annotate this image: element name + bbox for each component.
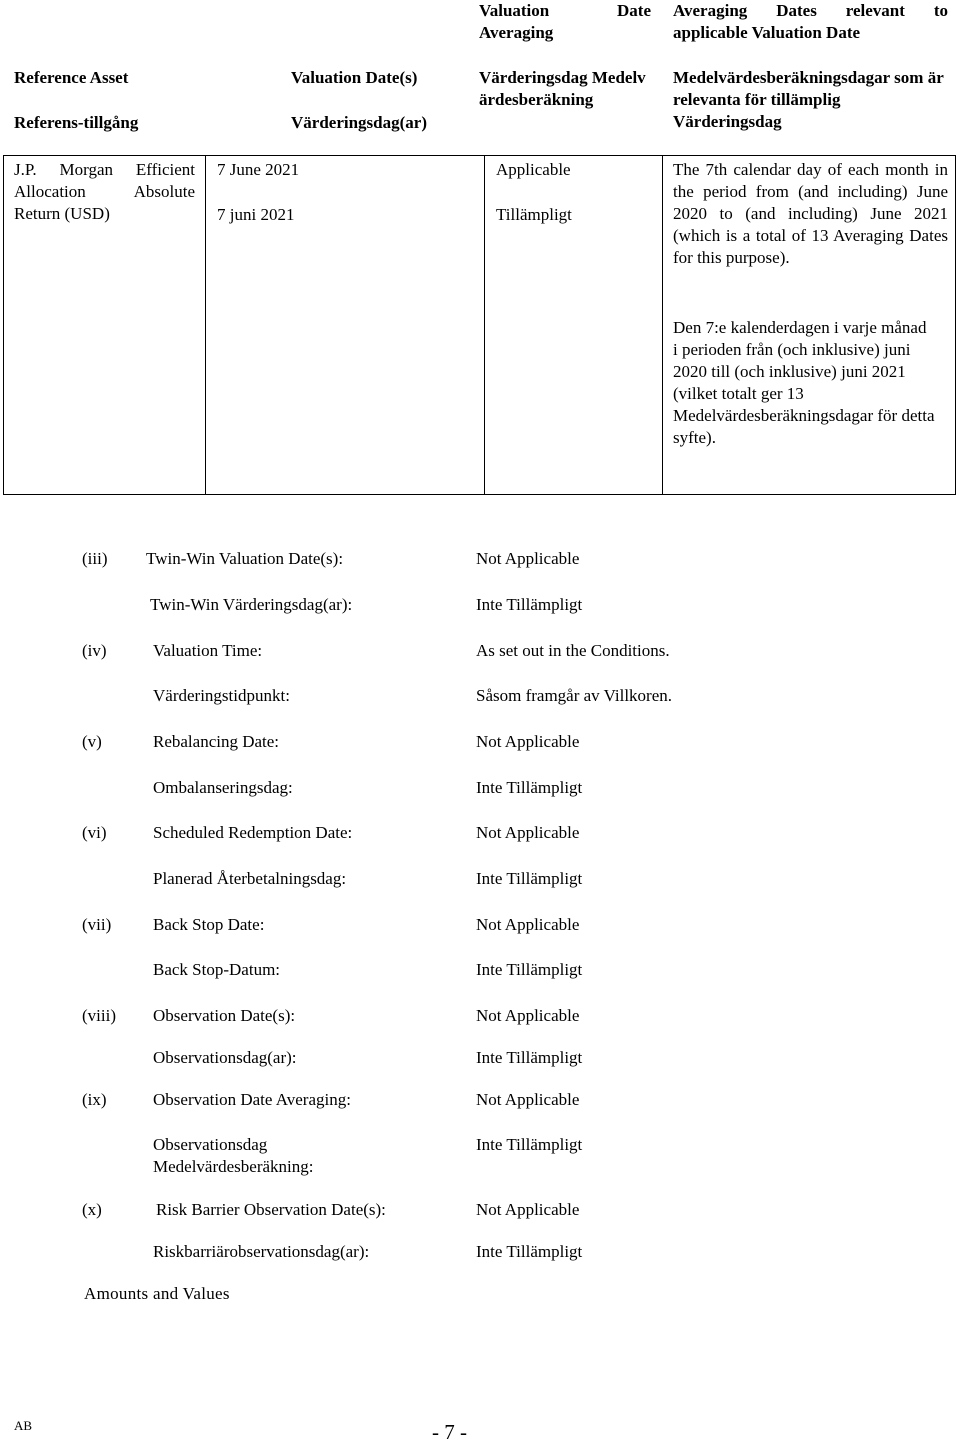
- header-col4-sv-text: Medelvärdesberäkningsdagar som är relevanta för tillämplig Värderingsdag: [673, 68, 944, 131]
- footer-left: AB: [14, 1418, 33, 1433]
- table-border-left: [3, 155, 4, 495]
- item-value: Not Applicable: [476, 1200, 580, 1219]
- item-label-sv: Back Stop-Datum:: [153, 960, 281, 979]
- header-col3-sv-text: Värderingsdag Medelvärdesberäkning: [479, 68, 646, 109]
- item-value-sv: Inte Tillämpligt: [476, 778, 583, 797]
- header-col4-sv: [673, 67, 951, 133]
- item-number: (iii): [82, 549, 108, 568]
- item-value: Not Applicable: [476, 732, 580, 751]
- page-number: - 7 -: [432, 1420, 467, 1444]
- cell-valuation-date-en: 7 June 2021: [217, 160, 300, 179]
- item-label: Observation Date Averaging:: [153, 1090, 351, 1109]
- item-value: Not Applicable: [476, 1006, 580, 1025]
- section-heading: Amounts and Values: [84, 1284, 230, 1303]
- item-value-sv: Såsom framgår av Villkoren.: [476, 686, 673, 705]
- item-value-sv: Inte Tillämpligt: [476, 960, 583, 979]
- item-value-sv: Inte Tillämpligt: [476, 1048, 583, 1067]
- table-border-right: [955, 155, 956, 495]
- item-label: Scheduled Redemption Date:: [153, 823, 353, 842]
- item-label-sv: Värderingstidpunkt:: [153, 686, 290, 705]
- cell-averaging-dates-sv: Den 7:e kalenderdagen i varje månad i perioden från (och inklusive) juni 2020 till (och inklusive) juni 2021 (vilket totalt ger 13 Medelvärdesberäkningsdagar för detta syfte).: [673, 318, 935, 447]
- item-number: (viii): [82, 1006, 116, 1025]
- item-label: Rebalancing Date:: [153, 732, 280, 751]
- item-number: (v): [82, 732, 102, 751]
- header-col2-sv: Värderingsdag(ar): [291, 113, 427, 132]
- header-col3-title: Valuation Date Averaging: [479, 1, 651, 42]
- item-value: Not Applicable: [476, 823, 580, 842]
- table-divider-2: [484, 155, 485, 495]
- cell-reference-asset: J.P. Morgan Efficient Allocation Absolute Return (USD): [14, 160, 195, 223]
- item-label-sv: Planerad Återbetalningsdag:: [153, 869, 347, 888]
- item-number: (iv): [82, 641, 107, 660]
- header-col2-en: Valuation Date(s): [291, 68, 418, 87]
- item-label: Twin-Win Valuation Date(s):: [146, 549, 344, 568]
- item-label: Back Stop Date:: [153, 915, 265, 934]
- table-divider-3: [662, 155, 663, 495]
- item-number: (vi): [82, 823, 107, 842]
- item-label: Observation Date(s):: [153, 1006, 296, 1025]
- cell-averaging-en: Applicable: [496, 160, 571, 179]
- item-label: Risk Barrier Observation Date(s):: [156, 1200, 386, 1219]
- item-label-sv: Observationsdag(ar):: [153, 1048, 297, 1067]
- item-value-sv: Inte Tillämpligt: [476, 595, 583, 614]
- header-col1-sv: Referens-tillgång: [14, 113, 139, 132]
- item-label-sv: Observationsdag Medelvärdesberäkning:: [153, 1135, 314, 1176]
- item-value: Not Applicable: [476, 915, 580, 934]
- cell-averaging-sv: Tillämpligt: [496, 205, 572, 224]
- header-col3-sv: [479, 67, 654, 111]
- cell-valuation-date-sv: 7 juni 2021: [217, 205, 295, 224]
- table-top-border: [3, 155, 956, 156]
- table-bottom-border: [3, 494, 956, 495]
- item-value: Not Applicable: [476, 549, 580, 568]
- item-label-sv: Twin-Win Värderingsdag(ar):: [150, 595, 353, 614]
- cell-averaging-dates-en: The 7th calendar day of each month in the period from (and including) June 2020 to (and including) June 2021 (which is a total of 13 Averaging Dates for this purpose).: [673, 160, 948, 267]
- item-number: (vii): [82, 915, 112, 934]
- table-divider-1: [205, 155, 206, 495]
- item-label-sv: Riskbarriärobservationsdag(ar):: [153, 1242, 370, 1261]
- item-value-sv: Inte Tillämpligt: [476, 869, 583, 888]
- item-value: Not Applicable: [476, 1090, 580, 1109]
- item-value-sv: Inte Tillämpligt: [476, 1242, 583, 1261]
- item-number: (x): [82, 1200, 102, 1219]
- item-number: (ix): [82, 1090, 107, 1109]
- item-value: As set out in the Conditions.: [476, 641, 670, 660]
- header-col4-title: Averaging Dates relevant to applicable Valuation Date: [673, 1, 948, 42]
- header-col1-en: Reference Asset: [14, 68, 129, 87]
- item-value-sv: Inte Tillämpligt: [476, 1135, 583, 1154]
- item-label: Valuation Time:: [153, 641, 263, 660]
- item-label-sv: Ombalanseringsdag:: [153, 778, 293, 797]
